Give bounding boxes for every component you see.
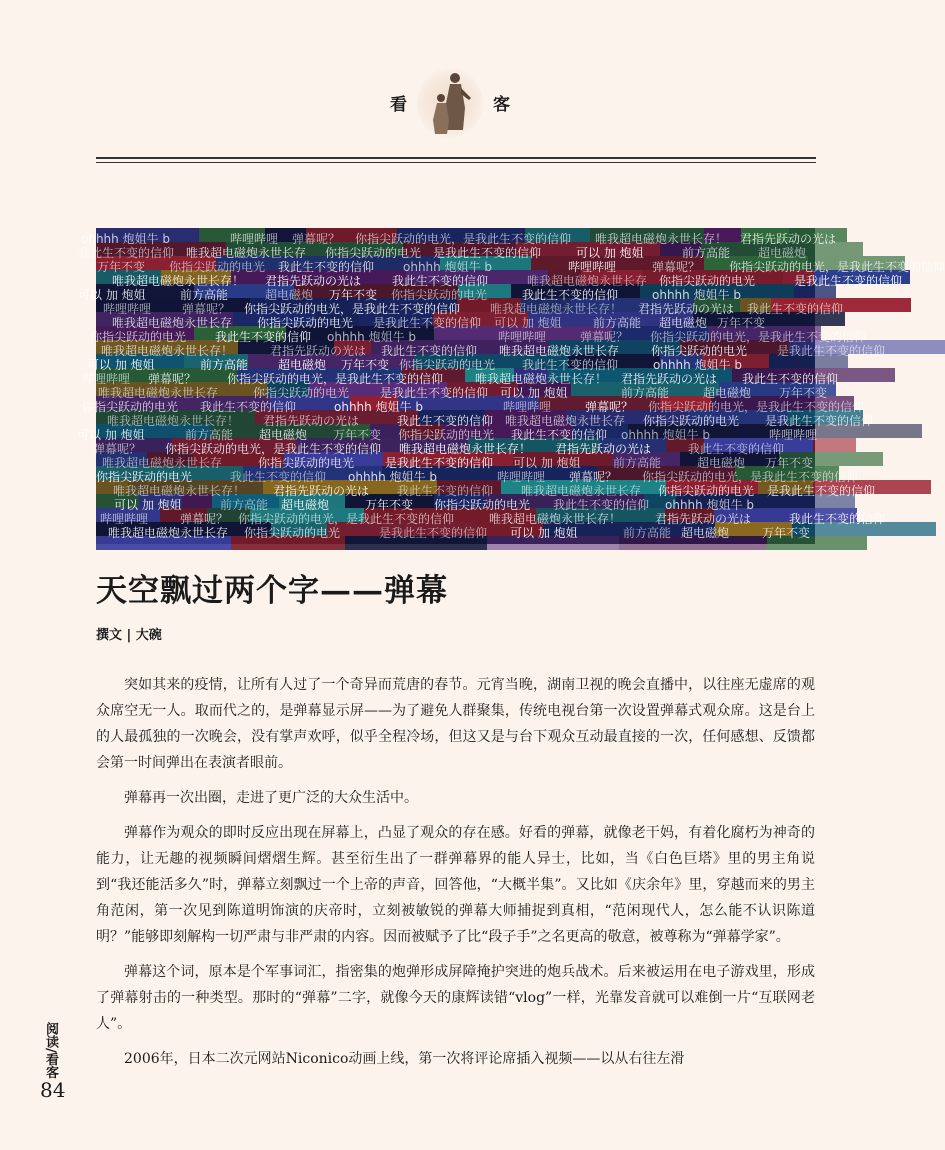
danmaku-comment: 可以 加 炮姐	[510, 526, 578, 540]
danmaku-comment: 超电磁炮	[265, 288, 314, 302]
section-label-right: 客	[493, 95, 510, 115]
danmaku-comment: ohhhh 炮姐牛 b	[621, 428, 711, 442]
danmaku-comment: 唯我超电磁炮永世长存	[521, 484, 642, 498]
danmaku-comment: 前方高能	[200, 358, 249, 372]
paragraph: 弹幕这个词，原本是个军事词汇，指密集的炮弹形成屏障掩护突进的炮兵战术。后来被运用在电子游戏里，形成了弹幕射击的一种类型。那时的“弹幕”二字，就像今天的康辉读错“vlog”一样，光靠发音就可以难倒一片“互联网老人”。	[96, 964, 815, 1032]
danmaku-comment: 唯我超电磁炮永世长存	[505, 414, 626, 428]
paragraph: 弹幕再一次出圈，走进了更广泛的大众生活中。	[124, 790, 418, 806]
danmaku-comment: 我此生不变的信仰	[522, 288, 619, 302]
article-title: 天空飘过两个字——弹幕	[96, 573, 448, 609]
danmaku-comment: 你指尖跃动的电光	[434, 498, 531, 512]
danmaku-comment: 我此生不变的信仰	[397, 414, 494, 428]
danmaku-comment: 万年不变	[765, 456, 814, 470]
danmaku-comment: 唯我超电磁炮永世长存	[527, 274, 648, 288]
danmaku-comment: 唯我超电磁炮永世长存！	[112, 274, 245, 288]
danmaku-comment: 万年不变	[333, 428, 382, 442]
danmaku-comment: 是我此生不变的信仰	[385, 456, 494, 470]
danmaku-comment: 我此生不变的信仰	[78, 246, 175, 260]
danmaku-comment: 可以 加 炮姐	[494, 316, 562, 330]
danmaku-text-layer	[77, 228, 945, 544]
danmaku-comment: 你指尖跃动的电光	[90, 330, 187, 344]
danmaku-comment: 我此生不变的信仰	[553, 498, 650, 512]
danmaku-comment: 君指先跃动の光は	[740, 232, 837, 246]
danmaku-comment: 万年不变	[717, 316, 766, 330]
danmaku-comment: 超电磁炮	[697, 456, 746, 470]
section-header	[0, 62, 899, 142]
danmaku-comment: 君指先跃动の光は	[265, 274, 362, 288]
danmaku-comment: 你指尖跃动的电光	[651, 344, 748, 358]
danmaku-comment: 我此生不变的信仰	[200, 400, 297, 414]
danmaku-comment: 君指先跃动の光は	[263, 414, 360, 428]
danmaku-comment: 可以 加 炮姐	[78, 288, 146, 302]
danmaku-comment: 你指尖跃动的电光	[169, 260, 266, 274]
ink-figure-illustration	[417, 68, 483, 138]
danmaku-comment: 我此生不变的信仰	[688, 442, 785, 456]
danmaku-comment: 可以 加 炮姐	[114, 498, 182, 512]
danmaku-comment: 我此生不变的信仰	[742, 372, 839, 386]
danmaku-comment: 你指尖跃动的电光	[325, 246, 422, 260]
danmaku-comment: 万年不变	[341, 358, 390, 372]
danmaku-comment: 唯我超电磁炮永世长存！	[107, 414, 240, 428]
danmaku-comment: 弹幕呢？	[580, 330, 629, 344]
danmaku-comment: 君指先跃动の光は	[273, 484, 370, 498]
danmaku-comment: 可以 加 炮姐	[576, 246, 644, 260]
danmaku-comment: 万年不变	[97, 260, 146, 274]
danmaku-comment: 哔哩哔哩	[503, 400, 552, 414]
danmaku-comment: 哔哩哔哩	[100, 512, 149, 526]
danmaku-comment: 超电磁炮	[259, 428, 308, 442]
danmaku-comment: 可以 加 炮姐	[500, 386, 568, 400]
article-byline: 撰文 | 大碗	[96, 628, 162, 643]
danmaku-comment: 唯我超电磁炮永世长存！	[489, 512, 622, 526]
danmaku-comment: 哔哩哔哩	[568, 260, 617, 274]
danmaku-comment: 弹幕呢？	[569, 470, 618, 484]
danmaku-comment: 唯我超电磁炮永世长存！	[595, 232, 728, 246]
danmaku-comment: 我此生不变的信仰	[230, 470, 327, 484]
danmaku-comment: 我此生不变的信仰	[215, 330, 312, 344]
danmaku-comment: 超电磁炮	[758, 246, 807, 260]
danmaku-comment: 唯我超电磁炮永世长存！	[490, 302, 623, 316]
danmaku-comment: 前方高能	[621, 386, 670, 400]
paragraph: 弹幕作为观众的即时反应出现在屏幕上，凸显了观众的存在感。好看的弹幕，就像老干妈，有着化腐朽为神奇的能力，让无趣的视频瞬间熠熠生辉。甚至衍生出了一群弹幕界的能人异士，比如，当《白色巨塔》里的男主角说到“我还能活多久”时，弹幕立刻飘过一个上帝的声音，回答他，“大概半集”。又比如《庆余年》里，穿越而来的男主角范闲，第一次见到陈道明饰演的庆帝时，立刻被敏锐的弹幕大师捕捉到真相，“范闲现代人，怎么能不认识陈道明？”能够即刻解构一切严肃与非严肃的内容。因而被赋予了比“段子手”之名更高的敬意，被尊称为“弹幕学家”。	[96, 825, 815, 945]
danmaku-comment: 你指尖跃动的电光，是我此生不变的信仰	[642, 470, 859, 484]
danmaku-comment: 你指尖跃动的电光	[643, 414, 740, 428]
danmaku-comment: 唯我超电磁炮永世长存	[186, 246, 307, 260]
danmaku-comment: 你指尖跃动的电光	[398, 428, 495, 442]
header-rule-thick	[96, 157, 816, 159]
danmaku-comment: 你指尖跃动的电光	[399, 358, 496, 372]
danmaku-comment: 你指尖跃动的电光	[82, 400, 179, 414]
danmaku-comment: 我此生不变的信仰	[278, 260, 375, 274]
danmaku-comment: ohhhh 炮姐牛 b	[327, 330, 417, 344]
danmaku-comment: 唯我超电磁炮永世长存	[102, 456, 223, 470]
danmaku-comment: 弹幕呢？	[180, 512, 229, 526]
danmaku-comment: 是我此生不变的信仰	[380, 386, 489, 400]
danmaku-comment: 我此生不变的信仰	[381, 344, 478, 358]
danmaku-comment: 哔哩哔哩	[498, 330, 547, 344]
danmaku-comment: 前方高能	[682, 246, 731, 260]
danmaku-comment: 万年不变	[329, 288, 378, 302]
danmaku-comment: 可以 加 炮姐	[87, 358, 155, 372]
danmaku-comment: 弹幕呢？	[93, 442, 142, 456]
danmaku-comment: 你指尖跃动的电光	[253, 386, 350, 400]
danmaku-comment: 唯我超电磁炮永世长存！	[113, 484, 246, 498]
danmaku-comment: 哔哩哔哩	[82, 372, 131, 386]
section-label-left: 看	[390, 95, 407, 115]
danmaku-comment: 超电磁炮	[703, 386, 752, 400]
danmaku-comment: 唯我超电磁炮永世长存	[98, 386, 219, 400]
danmaku-comment: 前方高能	[613, 456, 662, 470]
danmaku-comment: ohhhh 炮姐牛 b	[665, 498, 755, 512]
danmaku-comment: 你指尖跃动的电光	[258, 456, 355, 470]
danmaku-comment: 你指尖跃动的电光，是我此生不变的信仰	[227, 372, 444, 386]
danmaku-comment: 前方高能	[180, 288, 229, 302]
header-rule-thin	[96, 162, 816, 163]
danmaku-comment: 你指尖跃动的电光，是我此生不变的信仰	[729, 260, 945, 274]
danmaku-comment: 你指尖跃动的电光	[658, 484, 755, 498]
danmaku-comment: 你指尖跃动的电光	[244, 526, 341, 540]
danmaku-comment: 你指尖跃动的电光，是我此生不变的信仰	[650, 330, 867, 344]
danmaku-comment: 你指尖跃动的电光，是我此生不变的信仰	[648, 400, 865, 414]
danmaku-comment: 唯我超电磁炮永世长存	[108, 526, 229, 540]
danmaku-comment: 你指尖跃动的电光，是我此生不变的信仰	[355, 232, 572, 246]
danmaku-comment: 唯我超电磁炮永世长存！	[399, 442, 532, 456]
paragraph: 突如其来的疫情，让所有人过了一个奇异而荒唐的春节。元宵当晚，湖南卫视的晚会直播中，以往座无虚席的观众席空无一人。取而代之的，是弹幕显示屏——为了避免人群聚集，传统电视台第一次设置弹幕式观众席。这是台上的人最孤独的一次晚会，没有掌声欢呼，似乎全程冷场，但这又是与台下观众互动最直接的一次，任何感想、反馈都会第一时间弹出在表演者眼前。	[96, 677, 815, 771]
danmaku-comment: 前方高能	[220, 498, 269, 512]
danmaku-comment: 我此生不变的信仰	[397, 484, 494, 498]
danmaku-comment: ohhhh 炮姐牛 b	[334, 400, 424, 414]
danmaku-comment: 你指尖跃动的电光，是我此生不变的信仰	[238, 512, 455, 526]
danmaku-comment: 我此生不变的信仰	[747, 302, 844, 316]
paragraph: 2006年，日本二次元网站Niconico动画上线，第一次将评论席插入视频——以从右往左滑	[124, 1051, 685, 1067]
danmaku-comment: 是我此生不变的信仰	[767, 484, 876, 498]
danmaku-comment: 是我此生不变的信仰	[777, 344, 886, 358]
danmaku-comment: 是我此生不变的信仰	[379, 526, 488, 540]
danmaku-comment: 超电磁炮	[681, 526, 730, 540]
danmaku-comment: 君指先跃动の光は	[555, 442, 652, 456]
danmaku-comment: 是我此生不变的信仰	[373, 316, 482, 330]
danmaku-comment: 弹幕呢？	[182, 302, 231, 316]
danmaku-comment: 弹幕呢？	[148, 372, 197, 386]
danmaku-comment: 你指尖跃动的电光	[659, 274, 756, 288]
danmaku-comment: 弹幕呢？	[652, 260, 701, 274]
danmaku-comment: 我此生不变的信仰	[511, 428, 608, 442]
danmaku-comment: ohhhh 炮姐牛 b	[403, 260, 493, 274]
danmaku-comment: 我此生不变的信仰	[392, 274, 489, 288]
danmaku-comment: 君指先跃动の光は	[655, 512, 752, 526]
danmaku-comment: 万年不变	[365, 498, 414, 512]
danmaku-comment: 超电磁炮	[659, 316, 708, 330]
danmaku-comment: 君指先跃动の光は	[638, 302, 735, 316]
danmaku-comment: 唯我超电磁炮永世长存！	[475, 372, 608, 386]
danmaku-comment: 我此生不变的信仰	[789, 512, 886, 526]
danmaku-comment: 君指先跃动の光は	[270, 344, 367, 358]
danmaku-comment: ohhhh 炮姐牛 b	[348, 470, 438, 484]
danmaku-comment: 君指先跃动の光は	[621, 372, 718, 386]
danmaku-comment: 你指尖跃动的电光，是我此生不变的信仰	[165, 442, 382, 456]
danmaku-comment: 唯我超电磁炮永世长存	[499, 344, 620, 358]
danmaku-comment: 哔哩哔哩	[103, 302, 152, 316]
danmaku-comment: 万年不变	[762, 526, 811, 540]
side-section-label: 阅读/看客	[43, 1022, 58, 1079]
danmaku-comment: 哔哩哔哩	[497, 470, 546, 484]
danmaku-comment: 万年不变	[779, 386, 828, 400]
danmaku-comment: 你指尖跃动的电光，是我此生不变的信仰	[244, 302, 461, 316]
danmaku-comment: 是我此生不变的信仰	[433, 246, 542, 260]
danmaku-comment: 超电磁炮	[281, 498, 330, 512]
danmaku-comment: 弹幕呢？	[585, 400, 634, 414]
danmaku-comment: 超电磁炮	[278, 358, 327, 372]
danmaku-comment: 前方高能	[593, 316, 642, 330]
danmaku-comment: 我此生不变的信仰	[522, 358, 619, 372]
danmaku-comment: 前方高能	[185, 428, 234, 442]
danmaku-comment: ohhhh 炮姐牛 b	[653, 358, 743, 372]
danmaku-comment: ohhhh 炮姐牛 b	[81, 232, 171, 246]
danmaku-comment: 哔哩哔哩	[230, 232, 279, 246]
danmaku-comment: 你指尖跃动的电光	[391, 288, 488, 302]
danmaku-comment: 你指尖跃动的电光	[257, 316, 354, 330]
page-number: 84	[40, 1078, 66, 1102]
danmaku-comment: 可以 加 炮姐	[77, 428, 145, 442]
danmaku-comment: 是我此生不变的信仰	[765, 414, 874, 428]
danmaku-comment: 唯我超电磁炮永世长存！	[101, 344, 234, 358]
danmaku-comment: 你指尖跃动的电光	[96, 470, 193, 484]
article-body	[96, 672, 815, 1081]
danmaku-comment: 可以 加 炮姐	[513, 456, 581, 470]
danmaku-comment: 哔哩哔哩	[769, 428, 818, 442]
figure-icon	[417, 68, 483, 138]
danmaku-comment: ohhhh 炮姐牛 b	[652, 288, 742, 302]
danmaku-comment: 弹幕呢？	[292, 232, 341, 246]
danmaku-banner-image	[77, 228, 945, 544]
danmaku-comment: 唯我超电磁炮永世长存	[112, 316, 233, 330]
danmaku-comment: 前方高能	[623, 526, 672, 540]
danmaku-comment: 是我此生不变的信仰	[794, 274, 903, 288]
